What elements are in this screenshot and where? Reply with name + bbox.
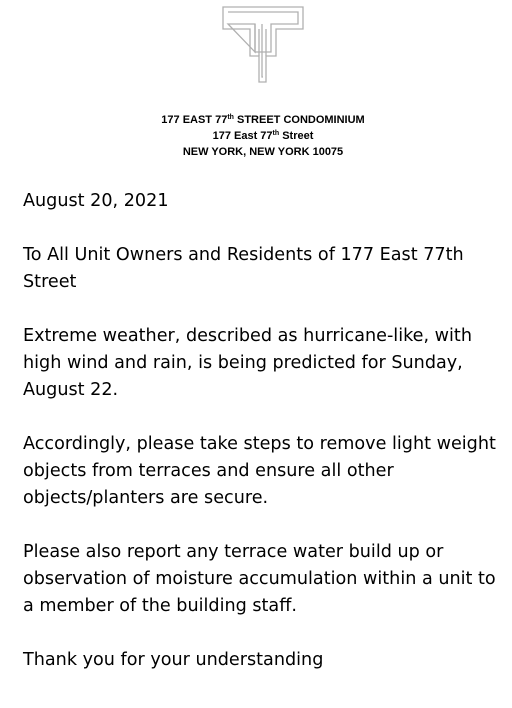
letter-closing: Thank you for your understanding — [23, 650, 324, 670]
letter-paragraph-weather: Extreme weather, described as hurricane-like, with high wind and rain, is being predicted for Sunday, August 22. — [23, 326, 472, 400]
building-name: 177 EAST 77th STREET CONDOMINIUM — [161, 114, 365, 126]
building-address: 177 East 77th Street — [212, 130, 314, 142]
letter-paragraph-objects: Accordingly, please take steps to remove light weight objects from terraces and ensure all other objects/planters are secure. — [23, 434, 496, 508]
letter-paragraph-report: Please also report any terrace water build up or observation of moisture accumulation within a unit to a member of the building staff. — [23, 542, 496, 616]
city-line: NEW YORK, NEW YORK 10075 — [182, 146, 344, 158]
letter-salutation: To All Unit Owners and Residents of 177 East 77th Street — [23, 245, 464, 292]
letter-body — [23, 188, 503, 701]
letter-date: August 20, 2021 — [23, 191, 169, 211]
letterhead — [0, 112, 512, 160]
building-logo-icon — [222, 6, 304, 84]
